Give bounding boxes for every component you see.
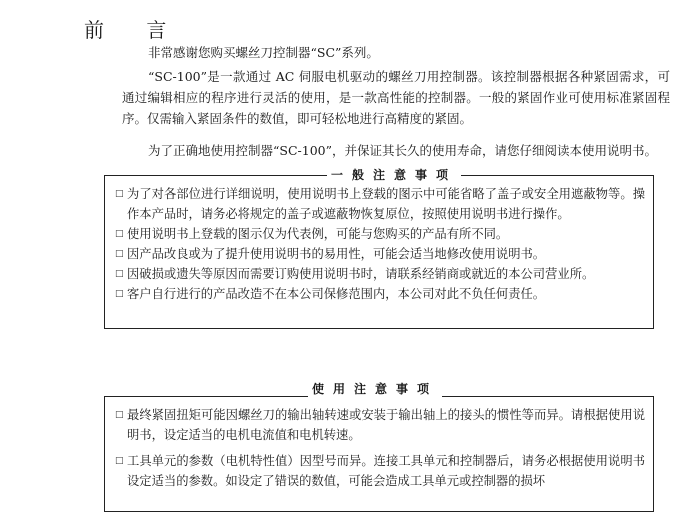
note-text: 客户自行进行的产品改造不在本公司保修范围内，本公司对此不负任何责任。: [127, 287, 546, 301]
note-text: 因破损或遗失等原因而需要订购使用说明书时，请联系经销商或就近的本公司营业所。: [127, 267, 595, 281]
usage-notes-list: [115, 405, 645, 491]
intro-paragraph-3: 为了正确地使用控制器“SC-100”，并保证其长久的使用寿命，请您仔细阅读本使用说明书。: [148, 143, 657, 158]
list-item: [115, 224, 645, 244]
checkbox-bullet-icon: □: [115, 189, 124, 199]
checkbox-bullet-icon: □: [115, 289, 124, 299]
note-text: 为了对各部位进行详细说明，使用说明书上登载的图示中可能省略了盖子或安全用遮蔽物等。操作本产品时，请务必将规定的盖子或遮蔽物恢复原位，按照使用说明书进行操作。: [127, 187, 645, 221]
usage-notes-box: [104, 396, 654, 512]
checkbox-bullet-icon: □: [115, 269, 124, 279]
checkbox-bullet-icon: □: [115, 229, 124, 239]
list-item: [115, 264, 645, 284]
list-item: [115, 451, 645, 491]
usage-notes-heading: 使用注意事项: [308, 380, 442, 397]
list-item: [115, 405, 645, 445]
general-notes-list: [115, 184, 645, 304]
general-notes-box: [104, 175, 654, 329]
intro-paragraph-2: “SC-100”是一款通过 AC 伺服电机驱动的螺丝刀用控制器。该控制器根据各种紧固需求，可通过编辑相应的程序进行灵活的使用，是一款高性能的控制器。一般的紧固作业可使用标准紧固程序。仅需输入紧固条件的数值，即可轻松地进行高精度的紧固。: [122, 69, 670, 126]
general-notes-heading: 一般注意事项: [327, 166, 461, 183]
intro-paragraph-1: 非常感谢您购买螺丝刀控制器“SC”系列。: [148, 45, 379, 60]
note-text: 使用说明书上登载的图示仅为代表例，可能与您购买的产品有所不同。: [127, 227, 509, 241]
list-item: [115, 284, 645, 304]
checkbox-bullet-icon: □: [115, 456, 124, 466]
checkbox-bullet-icon: □: [115, 410, 124, 420]
list-item: [115, 244, 645, 264]
note-text: 最终紧固扭矩可能因螺丝刀的输出轴转速或安装于输出轴上的接头的惯性等而异。请根据使用说明书，设定适当的电机电流值和电机转速。: [127, 408, 645, 442]
list-item: [115, 184, 645, 224]
page-title: 前 言: [84, 18, 185, 42]
note-text: 工具单元的参数（电机特性值）因型号而异。连接工具单元和控制器后，请务必根据使用说明书设定适当的参数。如设定了错误的数值，可能会造成工具单元或控制器的损坏: [127, 454, 645, 488]
note-text: 因产品改良或为了提升使用说明书的易用性，可能会适当地修改使用说明书。: [127, 247, 546, 261]
checkbox-bullet-icon: □: [115, 249, 124, 259]
